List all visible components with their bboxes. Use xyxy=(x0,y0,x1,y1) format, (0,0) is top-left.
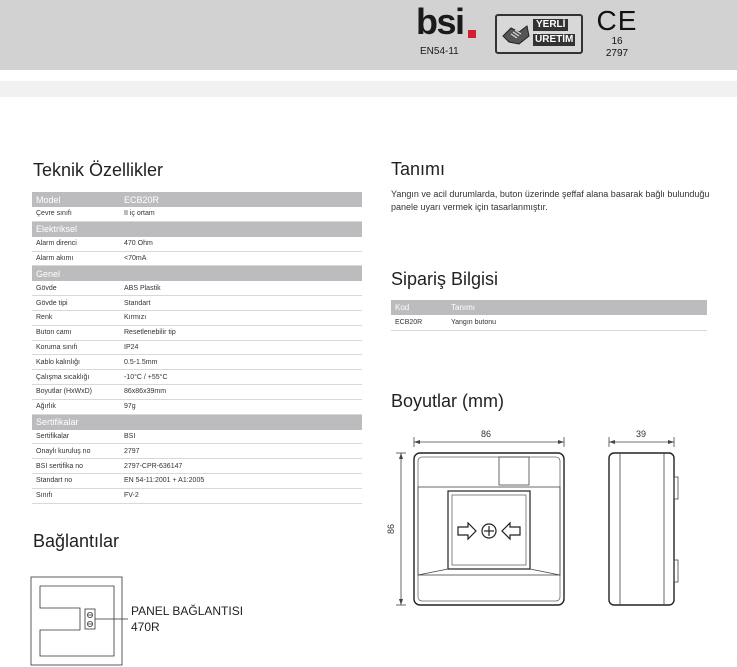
spec-value: IP24 xyxy=(118,340,362,355)
order-name: Yangın butonu xyxy=(447,315,707,331)
spec-row xyxy=(32,281,362,295)
spec-row xyxy=(32,207,362,221)
spec-section-header xyxy=(32,414,362,430)
spec-label: Gövde tipi xyxy=(32,296,118,311)
terminal-block xyxy=(85,609,95,629)
spec-label: Onaylı kuruluş no xyxy=(32,444,118,459)
specs-table xyxy=(32,192,362,504)
yerli-line2: ÜRETİM xyxy=(535,34,574,45)
spec-label: Çalışma sıcaklığı xyxy=(32,370,118,385)
spec-row xyxy=(32,430,362,444)
spec-value xyxy=(118,266,362,282)
ce-mark: CE xyxy=(596,5,638,36)
spec-label: Ağırlık xyxy=(32,399,118,414)
yerli-line1: YERLİ xyxy=(533,19,568,31)
specs-title: Teknik Özellikler xyxy=(33,160,164,180)
spec-value: Standart xyxy=(118,296,362,311)
bsi-wordmark: bsi xyxy=(416,1,464,42)
width-label: 86 xyxy=(480,429,492,439)
divider-band xyxy=(0,81,737,97)
spec-label: Renk xyxy=(32,310,118,325)
push-button-icon xyxy=(458,523,520,539)
connection-diagram xyxy=(28,574,128,667)
spec-value: Resetlenebilir tip xyxy=(118,325,362,340)
spec-value: 2797-CPR-636147 xyxy=(118,459,362,474)
spec-row xyxy=(32,399,362,414)
depth-label: 39 xyxy=(635,429,647,439)
order-col-code: Kod xyxy=(391,300,447,315)
order-row xyxy=(391,315,707,331)
spec-label: Sınıfı xyxy=(32,488,118,503)
spec-label: Alarm akımı xyxy=(32,251,118,266)
spec-label: Koruma sınıfı xyxy=(32,340,118,355)
spec-label: Çevre sınıfı xyxy=(32,207,118,221)
height-label: 86 xyxy=(386,523,396,535)
connection-label-resistor: 470R xyxy=(131,620,160,634)
dimension-drawing xyxy=(380,425,710,615)
dimensions-title: Boyutlar (mm) xyxy=(391,391,505,411)
order-table xyxy=(391,300,707,331)
spec-label: Gövde xyxy=(32,281,118,295)
spec-row xyxy=(32,444,362,459)
spec-label: Alarm direnci xyxy=(32,237,118,251)
order-code: ECB20R xyxy=(391,315,447,331)
spec-section-header xyxy=(32,221,362,237)
spec-label: Standart no xyxy=(32,473,118,488)
spec-value: -10°C / +55°C xyxy=(118,370,362,385)
order-title: Sipariş Bilgisi xyxy=(391,269,499,289)
order-col-name: Tanımı xyxy=(447,300,707,315)
spec-label: Boyutlar (HxWxD) xyxy=(32,384,118,399)
spec-label: Kablo kalınlığı xyxy=(32,355,118,370)
spec-value xyxy=(118,414,362,430)
bsi-logo xyxy=(416,1,476,60)
spec-row xyxy=(32,251,362,266)
spec-row xyxy=(32,370,362,385)
spec-value: 2797 xyxy=(118,444,362,459)
spec-label: Model xyxy=(32,192,118,207)
spec-value: 86x86x39mm xyxy=(118,384,362,399)
connection-label-panel: PANEL BAĞLANTISI xyxy=(131,604,244,618)
spec-row xyxy=(32,459,362,474)
spec-value: EN 54-11:2001 + A1:2005 xyxy=(118,473,362,488)
ce-number: 2797 xyxy=(605,48,629,59)
ce-notified-body: 16 xyxy=(611,36,623,47)
connections-title: Bağlantılar xyxy=(33,531,120,551)
description-title: Tanımı xyxy=(391,159,446,179)
order-header-row xyxy=(391,300,707,315)
spec-label: Genel xyxy=(32,266,118,282)
bsi-dot xyxy=(468,30,476,38)
spec-row xyxy=(32,355,362,370)
handshake-icon xyxy=(501,22,531,48)
spec-value xyxy=(118,221,362,237)
spec-label: Buton camı xyxy=(32,325,118,340)
spec-value: 470 Ohm xyxy=(118,237,362,251)
spec-value: II iç ortam xyxy=(118,207,362,221)
spec-value: <70mA xyxy=(118,251,362,266)
spec-row xyxy=(32,310,362,325)
spec-label: Sertifikalar xyxy=(32,414,118,430)
spec-row xyxy=(32,340,362,355)
spec-row xyxy=(32,384,362,399)
spec-label: BSI sertifika no xyxy=(32,459,118,474)
spec-section-header xyxy=(32,192,362,207)
spec-label: Sertifikalar xyxy=(32,430,118,444)
bsi-standard: EN54-11 xyxy=(420,46,459,57)
spec-value: ABS Plastik xyxy=(118,281,362,295)
spec-value: ECB20R xyxy=(118,192,362,207)
dimension-arrows xyxy=(399,440,674,605)
spec-row xyxy=(32,296,362,311)
yerli-uretim-logo xyxy=(495,14,583,54)
spec-value: 0.5-1.5mm xyxy=(118,355,362,370)
spec-value: 97g xyxy=(118,399,362,414)
spec-value: BSI xyxy=(118,430,362,444)
spec-label: Elektriksel xyxy=(32,221,118,237)
ce-logo xyxy=(594,6,640,64)
description-text: Yangın ve acil durumlarda, buton üzerinde şeffaf alana basarak bağlı bulunduğu panele uyarı vermek için tasarlanmıştır. xyxy=(391,189,710,212)
spec-row xyxy=(32,325,362,340)
spec-row xyxy=(32,237,362,251)
spec-row xyxy=(32,473,362,488)
spec-section-header xyxy=(32,266,362,282)
spec-value: FV-2 xyxy=(118,488,362,503)
spec-value: Kırmızı xyxy=(118,310,362,325)
spec-row xyxy=(32,488,362,503)
